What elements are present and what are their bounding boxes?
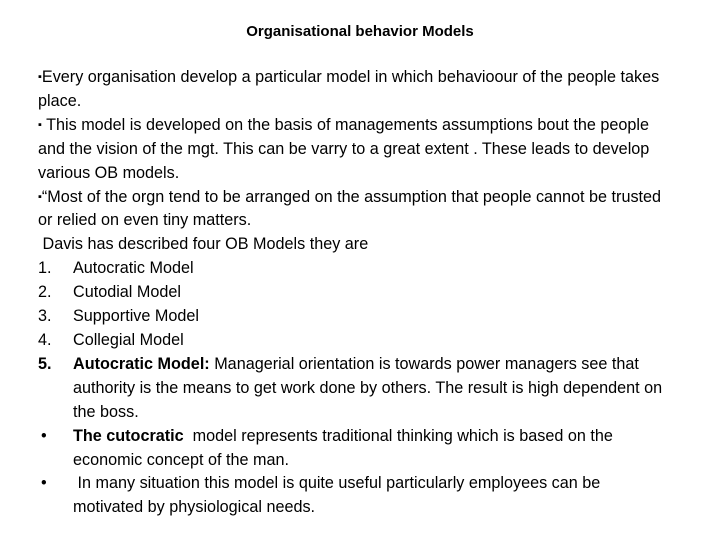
bullet-bold-text: The cutocratic xyxy=(73,426,184,445)
square-bullet-icon: ▪ xyxy=(38,118,42,131)
round-bullet-icon: • xyxy=(41,474,47,493)
autocratic-heading: Autocratic Model: xyxy=(73,354,210,373)
model-label: Supportive Model xyxy=(73,307,199,326)
list-number: 3. xyxy=(38,307,52,326)
intro-paragraph-1 xyxy=(38,66,668,114)
intro-text-3: “Most of the orgn tend to be arranged on the assumption that people cannot be trusted or relied on even tiny matters. xyxy=(38,187,662,230)
model-item-supportive xyxy=(38,305,668,329)
davis-line: Davis has described four OB Models they are xyxy=(38,235,369,254)
bullet-item-cutocratic xyxy=(38,425,668,473)
autocratic-model-description xyxy=(38,353,668,425)
bullet-text: model represents traditional thinking which is based on the economic concept of the man. xyxy=(73,426,618,469)
intro-paragraph-2 xyxy=(38,114,668,186)
model-item-autocratic xyxy=(38,257,668,281)
list-number: 5. xyxy=(38,354,52,373)
intro-paragraph-3 xyxy=(38,186,668,234)
list-number: 2. xyxy=(38,283,52,302)
bullet-text: In many situation this model is quite useful particularly employees can be motivated by physiological needs. xyxy=(73,474,610,517)
autocratic-text: Managerial orientation is towards power managers see that authority is the means to get work done by others. The result is high dependent on the boss. xyxy=(73,354,663,421)
bullet-item-situation xyxy=(38,472,668,520)
slide-title: Organisational behavior Models xyxy=(246,23,474,40)
square-bullet-icon: ▪ xyxy=(38,190,42,203)
square-bullet-icon: ▪ xyxy=(38,71,42,83)
list-number: 1. xyxy=(38,259,52,278)
slide-body xyxy=(38,66,668,520)
model-label: Cutodial Model xyxy=(73,283,181,302)
model-label: Collegial Model xyxy=(73,330,184,349)
model-item-custodial xyxy=(38,281,668,305)
round-bullet-icon: • xyxy=(41,426,47,445)
model-item-collegial xyxy=(38,329,668,353)
model-label: Autocratic Model xyxy=(73,259,194,278)
list-number: 4. xyxy=(38,330,52,349)
intro-text-2: This model is developed on the basis of managements assumptions bout the people and the vision of the mgt. This can be varry to a great extent . These leads to develop various OB models. xyxy=(38,115,650,182)
intro-text-1: Every organisation develop a particular model in which behavioour of the people takes place. xyxy=(38,68,660,110)
